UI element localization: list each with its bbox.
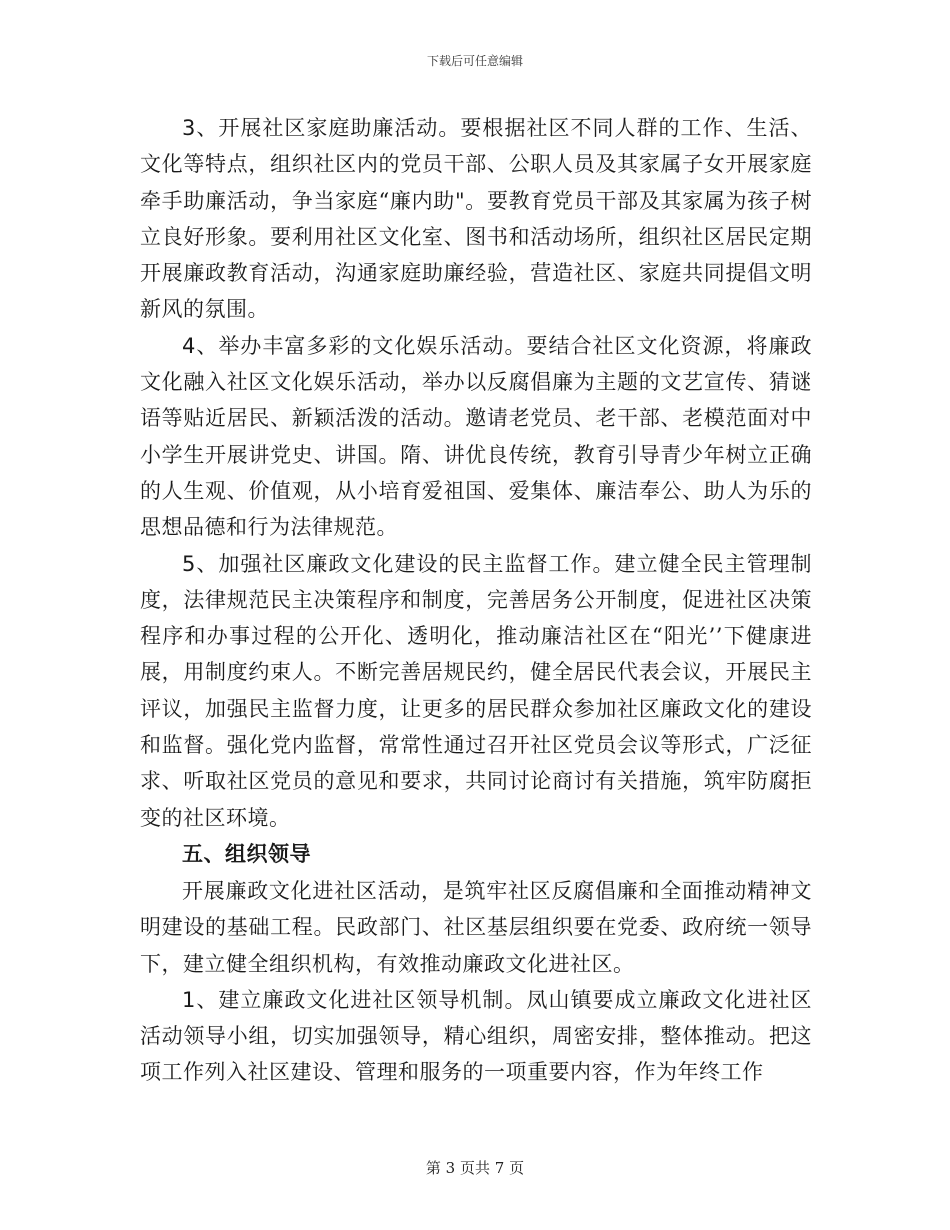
paragraph-text: 、举办丰富多彩的文化娱乐活动。要结合社区文化资源，将廉政文化融入社区文化娱乐活动，举办以反腐倡廉为主题的文艺宣传、猜谜语等贴近居民、新颖活泼的活动。邀请老党员、老干部、老模范面对中小学生开展讲党史、讲国。隋、讲优良传统，教育引导青少年树立正确的人生观、价值观，从小培育爱祖国、爱集体、廉洁奉公、助人为乐的思想品德和行为法律规范。: [140, 333, 812, 540]
paragraph-text: 开展廉政文化进社区活动，是筑牢社区反腐倡廉和全面推动精神文明建设的基础工程。民政部门、社区基层组织要在党委、政府统一领导下，建立健全组织机构，有效推动廉政文化进社区。: [140, 878, 812, 976]
page-header: 下载后可任意编辑: [426, 54, 523, 68]
item-number: 3: [182, 116, 196, 140]
item-number: 5: [182, 551, 196, 576]
paragraph-4: [140, 328, 812, 546]
section-heading: 五、组织领导: [182, 841, 311, 866]
item-number: 1: [182, 987, 196, 1012]
paragraph-text: 、加强社区廉政文化建设的民主监督工作。建立健全民主管理制度，法律规范民主决策程序和制度，完善居务公开制度，促进社区决策程序和办事过程的公开化、透明化，推动廉洁社区在“阳光’’下健康进展，用制度约束人。不断完善居规民约，健全居民代表会议，开展民主评议，加强民主监督力度，让更多的居民群众参加社区廉政文化的建设和监督。强化党内监督，常常性通过召开社区党员会议等形式，广泛征求、听取社区党员的意见和要求，共同讨论商讨有关措施，筑牢防腐拒变的社区环境。: [140, 551, 812, 830]
paragraph-5: [140, 546, 812, 836]
paragraph-1: [140, 982, 812, 1091]
item-number: 4: [182, 333, 196, 358]
paragraph-intro: [140, 873, 812, 982]
page-footer: 第 3 页共 7 页: [425, 1159, 525, 1177]
paragraph-3: [140, 110, 812, 328]
paragraph-text: 、建立廉政文化进社区领导机制。凤山镇要成立廉政文化进社区活动领导小组，切实加强领导，精心组织，周密安排，整体推动。把这项工作列入社区建设、管理和服务的一项重要内容，作为年终工作: [140, 987, 812, 1085]
document-body: [140, 110, 812, 1091]
paragraph-text: 、开展社区家庭助廉活动。要根据社区不同人群的工作、生活、文化等特点，组织社区内的党员干部、公职人员及其家属子女开展家庭牵手助廉活动，争当家庭“廉内助"。要教育党员干部及其家属为孩子树立良好形象。要利用社区文化室、图书和活动场所，组织社区居民定期开展廉政教育活动，沟通家庭助廉经验，营造社区、家庭共同提倡文明新风的氛围。: [140, 116, 812, 322]
